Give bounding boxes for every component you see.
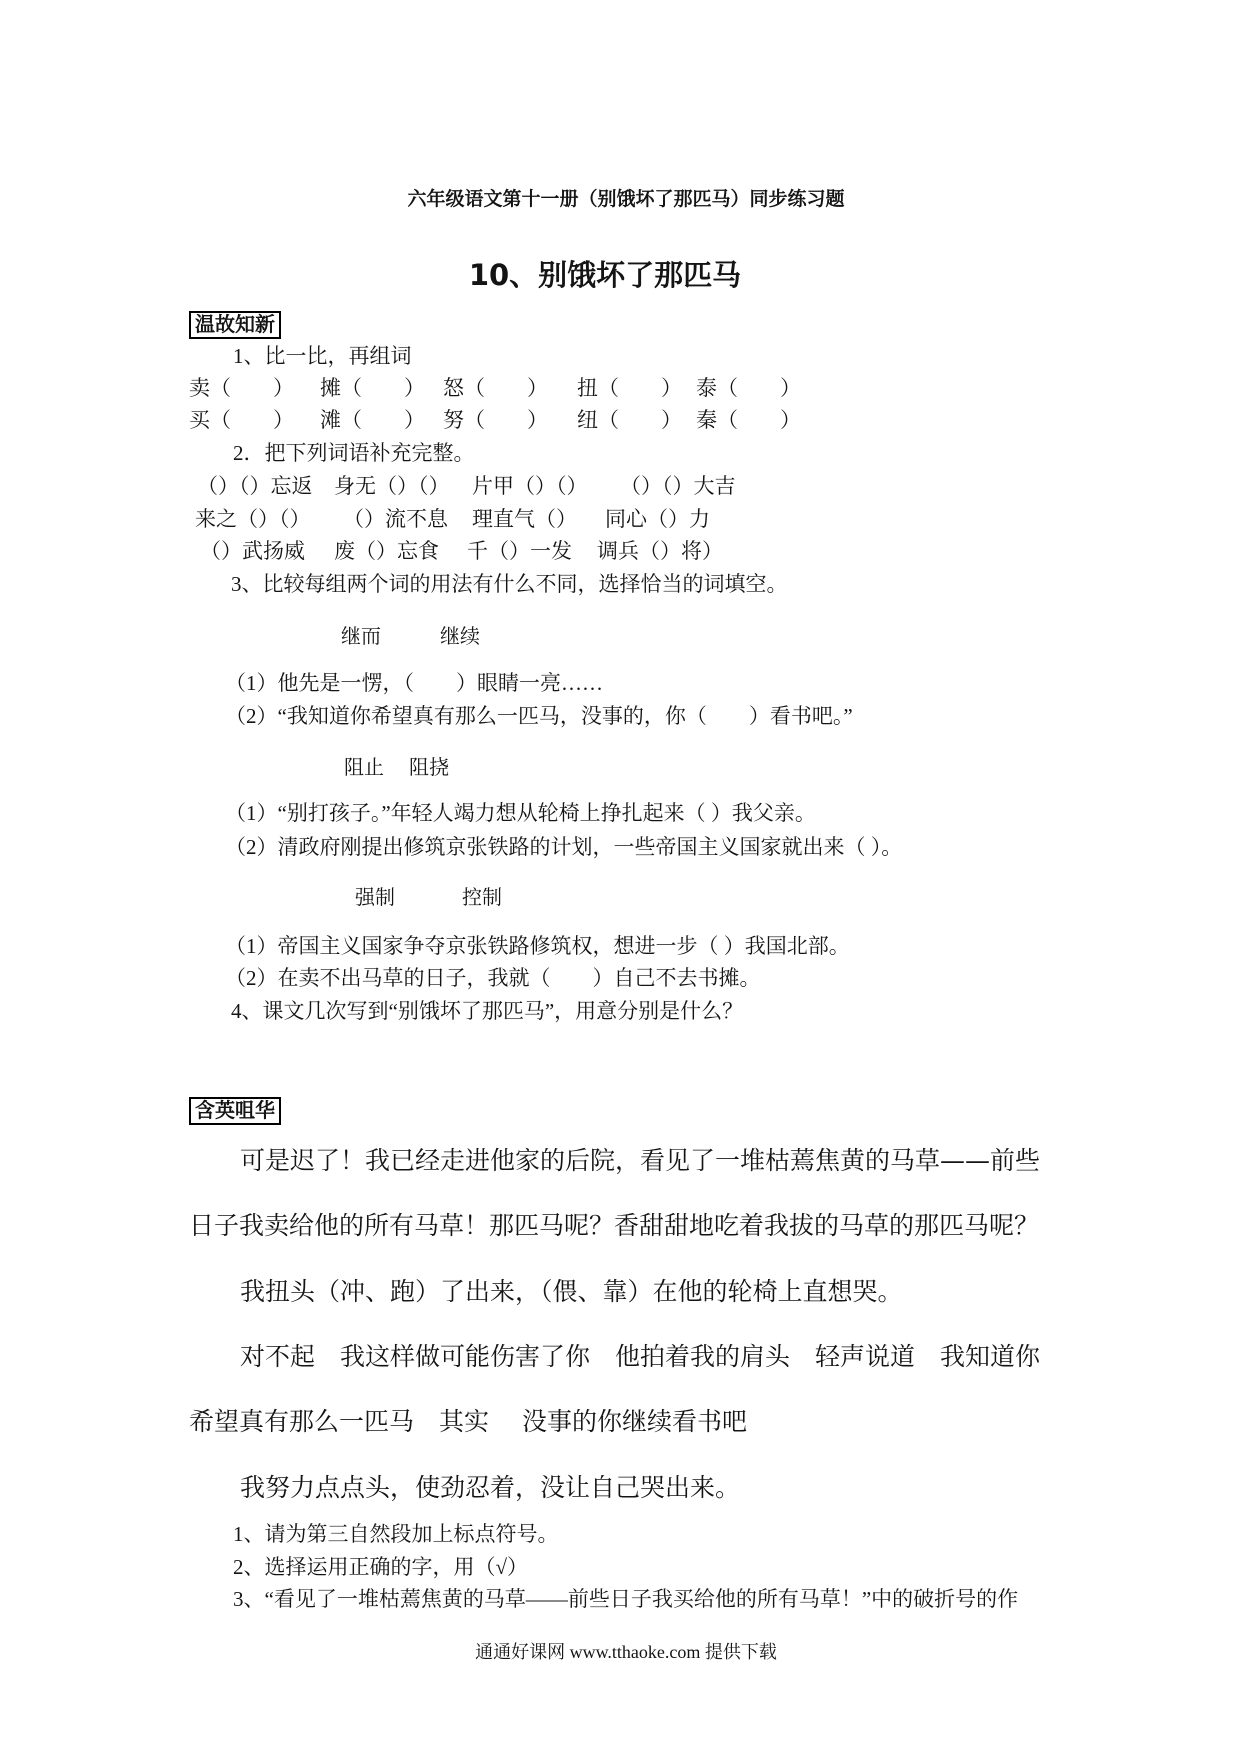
idiom-blank: 千（）一发 (467, 539, 572, 563)
passage-line: 可是迟了！我已经走进他家的后院，看见了一堆枯蔫焦黄的马草——前些 (240, 1146, 1041, 1175)
reading-question: 2、选择运用正确的字，用（√） (233, 1555, 529, 1579)
passage-line: 我努力点点头，使劲忍着，没让自己哭出来。 (240, 1473, 741, 1502)
q1-cell: 努（ ） (443, 408, 548, 432)
passage-line: 对不起 我这样做可能伤害了你 他拍着我的肩头 轻声说道 我知道你 (240, 1342, 1041, 1371)
q4-prompt: 4、课文几次写到“别饿坏了那匹马”，用意分别是什么？ (231, 999, 744, 1023)
passage-line: 日子我卖给他的所有马草！那匹马呢？香甜甜地吃着我拔的马草的那匹马呢？ (189, 1211, 1040, 1240)
section-label-reading: 含英咀华 (189, 1097, 281, 1125)
q1-prompt: 1、比一比，再组词 (233, 344, 412, 368)
q1-cell: 扭（ ） (577, 376, 682, 400)
q1-cell: 纽（ ） (577, 408, 682, 432)
word-choice: 继续 (440, 624, 480, 648)
idiom-blank: （）流不息 (343, 507, 448, 531)
fill-blank-sentence: （2）“我知道你希望真有那么一匹马，没事的，你（ ）看书吧。” (225, 704, 853, 728)
q1-cell: 卖（ ） (189, 376, 294, 400)
q1-cell: 摊（ ） (320, 376, 425, 400)
lesson-title: 10、别饿坏了那匹马 (468, 258, 742, 292)
word-choice: 阻挠 (409, 755, 449, 779)
fill-blank-sentence: （1）帝国主义国家争夺京张铁路修筑权，想进一步（ ）我国北部。 (225, 934, 850, 958)
idiom-blank: 片甲（）（） (472, 474, 588, 498)
fill-blank-sentence: （2）清政府刚提出修筑京张铁路的计划，一些帝国主义国家就出来（ ）。 (225, 835, 903, 859)
idiom-blank: 废（）忘食 (334, 539, 439, 563)
idiom-blank: 同心（）力 (605, 507, 710, 531)
word-choice: 阻止 (344, 755, 384, 779)
idiom-blank: 理直气（） (472, 507, 577, 531)
q1-cell: 买（ ） (189, 408, 294, 432)
idiom-blank: 身无（）（） (334, 474, 450, 498)
idiom-blank: 来之（）（） (195, 507, 311, 531)
q1-cell: 滩（ ） (320, 408, 425, 432)
idiom-blank: （）武扬威 (200, 539, 305, 563)
fill-blank-sentence: （2）在卖不出马草的日子，我就（ ）自己不去书摊。 (225, 966, 761, 990)
q1-cell: 秦（ ） (696, 408, 801, 432)
passage-line: 希望真有那么一匹马 其实 没事的你继续看书吧 (189, 1407, 747, 1436)
reading-question: 1、请为第三自然段加上标点符号。 (233, 1522, 559, 1546)
word-choice: 继而 (341, 624, 381, 648)
idiom-blank: （）（）忘返 (197, 474, 313, 498)
reading-question: 3、“看见了一堆枯蔫焦黄的马草——前些日子我买给他的所有马草！”中的破折号的作 (233, 1587, 1019, 1611)
section-label-review: 温故知新 (189, 311, 281, 339)
q1-cell: 怒（ ） (443, 376, 548, 400)
passage-line: 我扭头（冲、跑）了出来，（偎、靠）在他的轮椅上直想哭。 (240, 1277, 903, 1306)
fill-blank-sentence: （1）“别打孩子。”年轻人竭力想从轮椅上挣扎起来（ ）我父亲。 (225, 801, 816, 825)
q1-cell: 泰（ ） (696, 376, 801, 400)
q3-prompt: 3、比较每组两个词的用法有什么不同，选择恰当的词填空。 (231, 572, 788, 596)
word-choice: 控制 (462, 885, 502, 909)
idiom-blank: 调兵（）将） (597, 539, 723, 563)
word-choice: 强制 (355, 885, 395, 909)
fill-blank-sentence: （1）他先是一愣，（ ）眼睛一亮…… (225, 671, 603, 695)
page-footer: 通通好课网 www.tthaoke.com 提供下载 (475, 1642, 777, 1662)
worksheet-subtitle: 六年级语文第十一册（别饿坏了那匹马）同步练习题 (407, 189, 845, 210)
q2-prompt: 2．把下列词语补充完整。 (233, 441, 475, 465)
idiom-blank: （）（）大吉 (620, 474, 736, 498)
